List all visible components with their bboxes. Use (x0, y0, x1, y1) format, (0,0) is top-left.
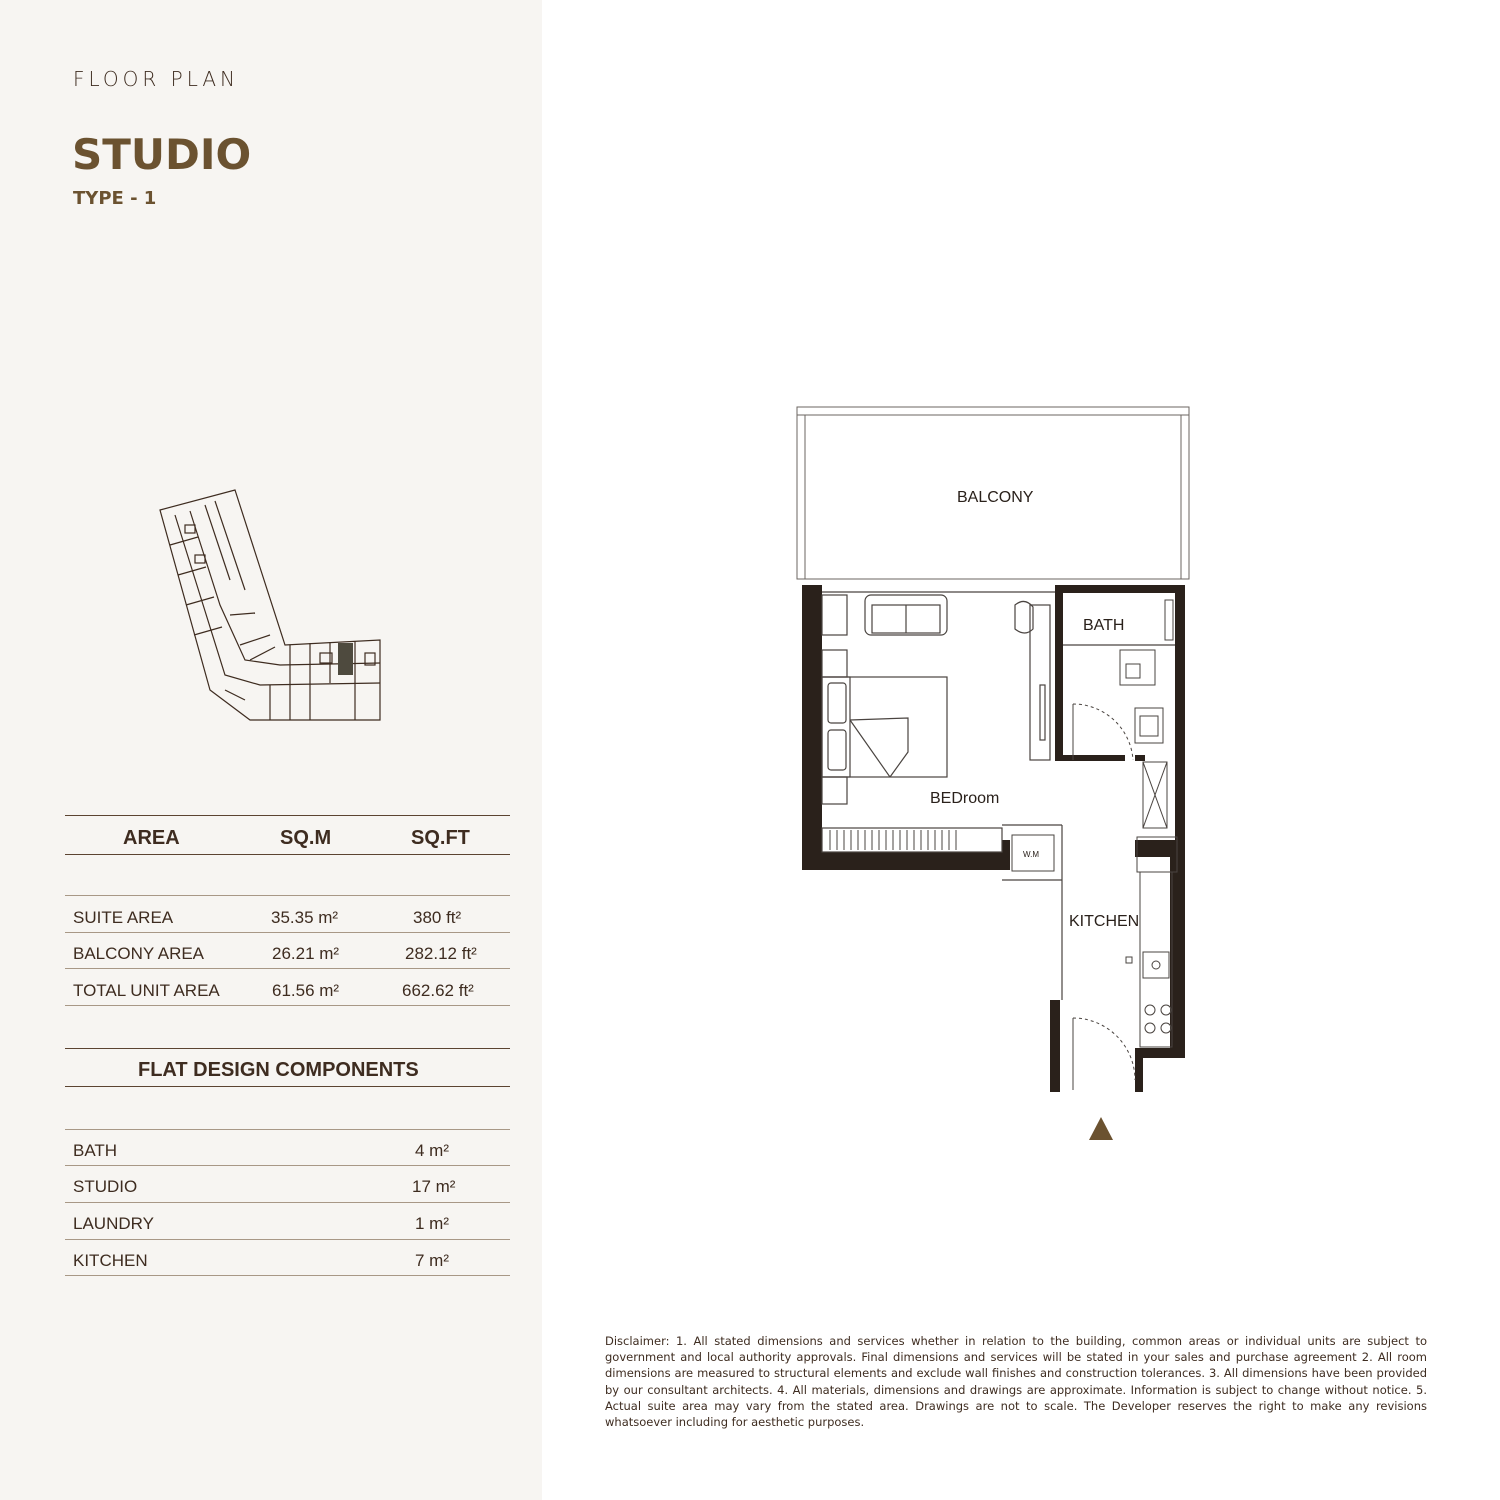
page-title: STUDIO (72, 130, 252, 179)
bedroom-label: BEDroom (930, 790, 1000, 807)
wm-label: W.M (1023, 850, 1039, 859)
entrance-arrow-icon (1089, 1117, 1113, 1140)
kitchen-label: KITCHEN (1069, 913, 1140, 930)
components-table: FLAT DESIGN COMPONENTS BATH 4 m² STUDIO 17 m² LAUNDRY 1 m² KITCHEN 7 m² (65, 1048, 510, 1278)
disclaimer-text: Disclaimer: 1. All stated dimensions and services whether in relation to the building, common areas or individual units are subject to government and local authority approvals. Final dimensions and services will be stated in your sales and purchase agreement 2. All room dimensions are measured to structural elements and exclude wall finishes and construction tolerances. 3. All dimensions have been provided by our consultant architects. 4. All materials, dimensions and drawings are approximate. Information is subject to change without notice. 5. Actual suite area may vary from the stated area. Drawings are not to scale. The Developer reserves the right to make any revisions whatsoever including for aesthetic purposes. (605, 1334, 1427, 1430)
building-key-plan (150, 485, 390, 730)
sqft-header: SQ.FT (411, 827, 470, 849)
walls (802, 585, 1185, 1092)
area-table: AREA SQ.M SQ.FT SUITE AREA 35.35 m² 380 ft² BALCONY AREA 26.21 m² 282.12 ft² TOTAL UNIT AREA 61.56 m² 662.62 ft² (65, 815, 510, 1010)
sqm-header: SQ.M (280, 827, 332, 849)
floor-plan-drawing (790, 400, 1200, 1150)
balcony-label: BALCONY (957, 489, 1034, 506)
bath-label: BATH (1083, 617, 1125, 634)
components-title: FLAT DESIGN COMPONENTS (138, 1059, 419, 1081)
eyebrow-label: FLOOR PLAN (73, 67, 239, 91)
area-header: AREA (123, 827, 180, 849)
left-panel (0, 0, 542, 1500)
page-subtitle: TYPE - 1 (73, 188, 157, 209)
unit-highlight (338, 643, 353, 675)
